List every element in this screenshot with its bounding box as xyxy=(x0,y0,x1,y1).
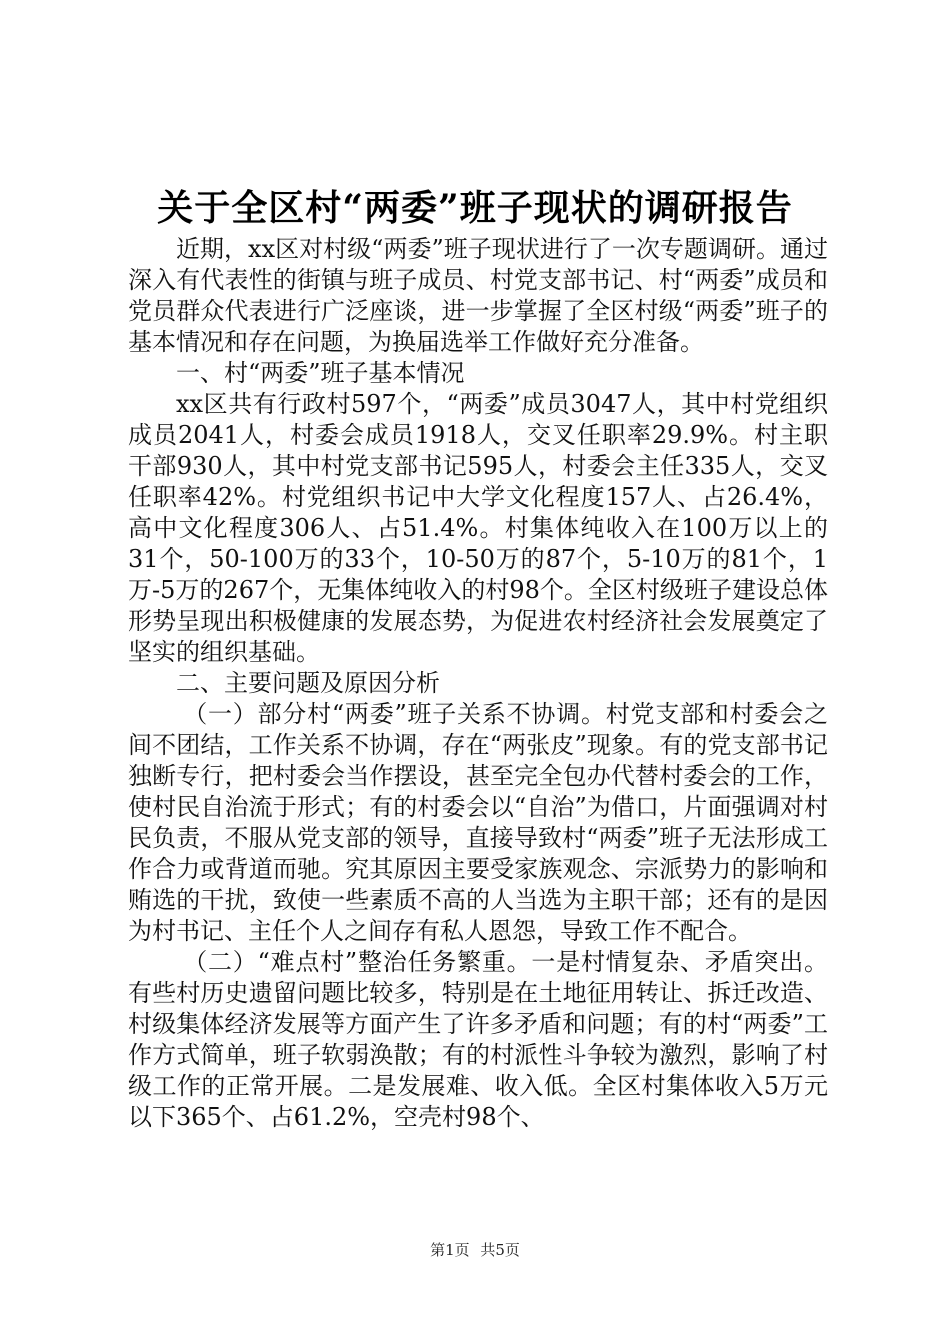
paragraph-intro: 近期，xx区对村级“两委”班子现状进行了一次专题调研。通过深入有代表性的街镇与班子成员、村党支部书记、村“两委”成员和党员群众代表进行广泛座谈，进一步掌握了全区村级“两委”班子的基本情况和存在问题，为换届选举工作做好充分准备。 xyxy=(128,235,828,356)
document-title: 关于全区村“两委”班子现状的调研报告 xyxy=(157,187,793,229)
paragraph-problem-two: （二）“难点村”整治任务繁重。一是村情复杂、矛盾突出。有些村历史遗留问题比较多，特别是在土地征用转让、拆迁改造、村级集体经济发展等方面产生了许多矛盾和问题；有的村“两委”工作方式简单，班子软弱涣散；有的村派性斗争较为激烈，影响了村级工作的正常开展。二是发展难、收入低。全区村集体收入5万元以下365个、占61.2%，空壳村98个、 xyxy=(128,948,828,1131)
paragraph-problem-one: （一）部分村“两委”班子关系不协调。村党支部和村委会之间不团结，工作关系不协调，存在“两张皮”现象。有的党支部书记独断专行，把村委会当作摆设，甚至完全包办代替村委会的工作，使村民自治流于形式；有的村委会以“自治”为借口，片面强调对村民负责，不服从党支部的领导，直接导致村“两委”班子无法形成工作合力或背道而驰。究其原因主要受家族观念、宗派势力的影响和贿选的干扰，致使一些素质不高的人当选为主职干部；还有的是因为村书记、主任个人之间存有私人恩怨，导致工作不配合。 xyxy=(128,700,828,945)
section-heading-problems: 二、主要问题及原因分析 xyxy=(176,669,440,697)
paragraph-basic-situation: xx区共有行政村597个，“两委”成员3047人，其中村党组织成员2041人，村委会成员1918人，交叉任职率29.9%。村主职干部930人，其中村党支部书记595人，村委会主任335人，交叉任职率42%。村党组织书记中大学文化程度157人、占26.4%，高中文化程度306人、占51.4%。村集体纯收入在100万以上的31个，50-100万的33个，10-50万的87个，5-10万的81个，1万-5万的267个，无集体纯收入的村98个。全区村级班子建设总体形势呈现出积极健康的发展态势，为促进农村经济社会发展奠定了坚实的组织基础。 xyxy=(128,390,828,666)
page-footer xyxy=(0,1240,950,1260)
section-heading-basic-situation: 一、村“两委”班子基本情况 xyxy=(176,359,465,387)
document-body xyxy=(128,234,828,1133)
page-total: 共5页 xyxy=(480,1241,520,1259)
page-number: 第1页 xyxy=(430,1241,470,1259)
